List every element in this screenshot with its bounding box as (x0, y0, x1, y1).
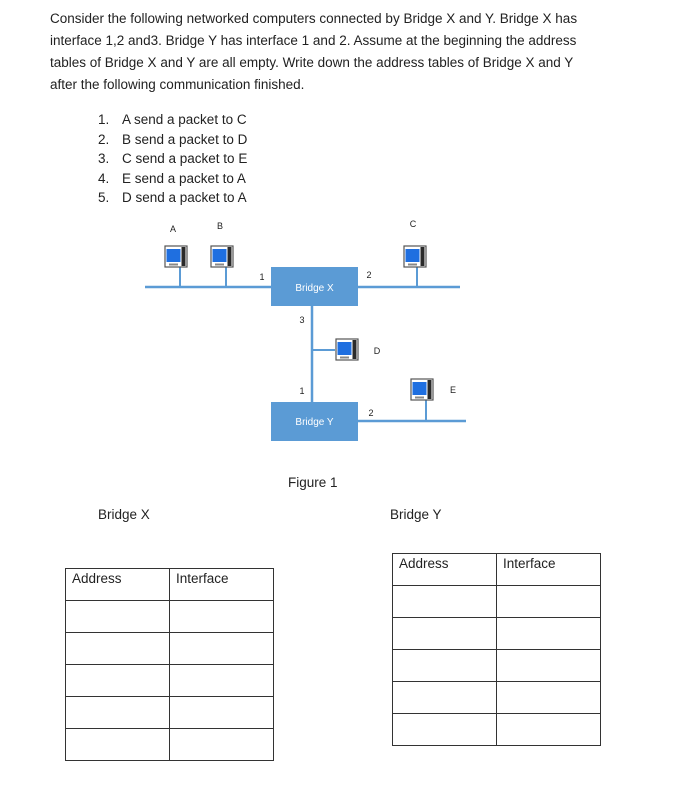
step-item (98, 188, 247, 208)
interface-cell[interactable] (497, 714, 601, 746)
step-text: E send a packet to A (122, 170, 246, 186)
question-line: tables of Bridge X and Y are all empty. Write down the address tables of Bridge X and Y (50, 55, 574, 70)
bridge-y-port-1: 1 (299, 386, 305, 396)
interface-cell[interactable] (170, 633, 274, 665)
table-row (66, 729, 274, 761)
table-row (393, 618, 601, 650)
address-cell[interactable] (393, 618, 497, 650)
bridge-y-table-title: Bridge Y (390, 507, 442, 522)
bridge-x-label: Bridge X (295, 283, 334, 294)
address-header: Address (66, 569, 170, 601)
host-d-label: D (373, 346, 381, 356)
interface-cell[interactable] (170, 697, 274, 729)
host-e-label: E (449, 385, 457, 395)
address-cell[interactable] (393, 586, 497, 618)
bridge-x-address-table (65, 568, 274, 761)
table-row (66, 601, 274, 633)
step-text: C send a packet to E (122, 151, 248, 166)
step-item (98, 110, 247, 130)
step-number: 2. (98, 131, 110, 147)
step-item (98, 169, 247, 189)
address-cell[interactable] (393, 650, 497, 682)
step-number: 4. (98, 170, 110, 186)
interface-cell[interactable] (497, 618, 601, 650)
table-row (393, 682, 601, 714)
table-row (393, 650, 601, 682)
question-text (50, 8, 650, 96)
address-cell[interactable] (66, 601, 170, 633)
bridge-y-address-table (392, 553, 601, 746)
computer-b-icon (211, 246, 233, 267)
step-number: 5. (98, 190, 110, 205)
table-row (66, 697, 274, 729)
bridge-x-port-2: 2 (366, 270, 372, 280)
host-b-label: B (216, 221, 224, 231)
interface-cell[interactable] (170, 729, 274, 761)
computer-c-icon (404, 246, 426, 267)
step-item (98, 149, 247, 169)
table-header-row (66, 569, 274, 601)
computer-d-icon (336, 339, 358, 360)
step-number: 3. (98, 151, 110, 166)
interface-cell[interactable] (170, 665, 274, 697)
step-item (98, 130, 247, 150)
question-line: Consider the following networked computers connected by Bridge X and Y. Bridge X has (50, 11, 578, 26)
bridge-x-table-title: Bridge X (98, 507, 150, 522)
address-cell[interactable] (393, 682, 497, 714)
interface-cell[interactable] (497, 682, 601, 714)
computer-a-icon (165, 246, 187, 267)
bridge-x-port-1: 1 (259, 272, 265, 282)
interface-cell[interactable] (497, 586, 601, 618)
address-cell[interactable] (66, 665, 170, 697)
figure-caption: Figure 1 (288, 475, 338, 490)
address-cell[interactable] (66, 633, 170, 665)
host-a-label: A (169, 224, 177, 234)
address-cell[interactable] (66, 697, 170, 729)
interface-cell[interactable] (170, 601, 274, 633)
host-c-label: C (409, 219, 417, 229)
bridge-x-port-3: 3 (299, 315, 305, 325)
bridge-y-label: Bridge Y (295, 417, 334, 428)
address-cell[interactable] (393, 714, 497, 746)
table-row (66, 633, 274, 665)
interface-cell[interactable] (497, 650, 601, 682)
table-row (393, 714, 601, 746)
address-header: Address (393, 554, 497, 586)
address-cell[interactable] (66, 729, 170, 761)
step-text: A send a packet to C (122, 112, 247, 127)
computer-e-icon (411, 379, 433, 400)
communication-steps (98, 110, 247, 208)
table-row (393, 586, 601, 618)
question-line: interface 1,2 and3. Bridge Y has interface 1 and 2. Assume at the beginning the address (50, 33, 577, 48)
table-header-row (393, 554, 601, 586)
step-text: D send a packet to A (122, 190, 247, 205)
step-number: 1. (98, 112, 110, 127)
interface-header: Interface (170, 569, 274, 601)
bridge-y-port-2: 2 (368, 408, 374, 418)
question-line: after the following communication finished. (50, 77, 305, 92)
table-row (66, 665, 274, 697)
step-text: B send a packet to D (122, 131, 248, 147)
interface-header: Interface (497, 554, 601, 586)
